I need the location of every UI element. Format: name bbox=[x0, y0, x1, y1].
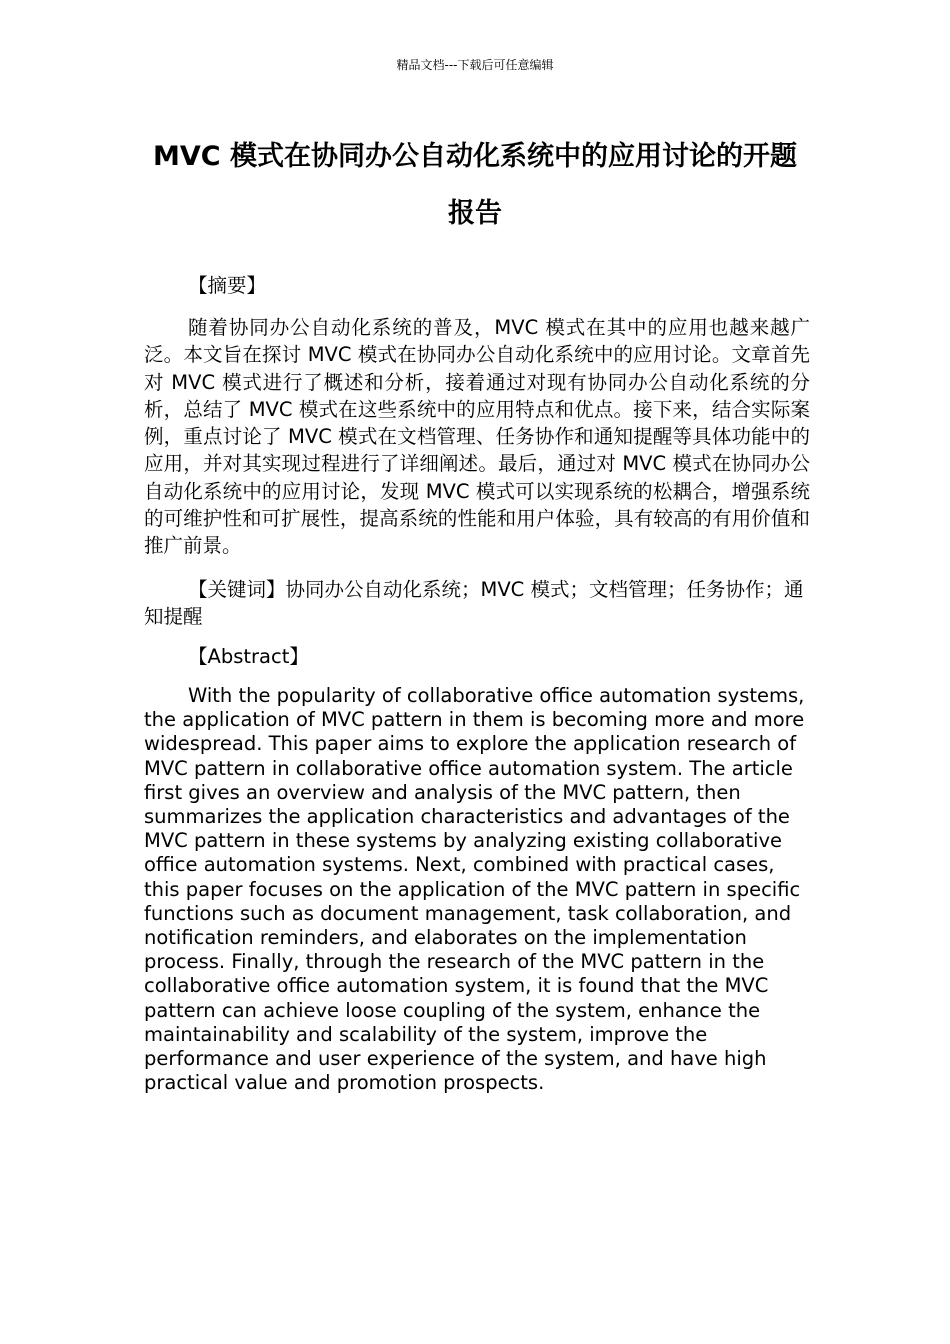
abstract-en-paragraph: With the popularity of collaborative office automation systems, the application of MVC pattern in them is becoming more and more widespread. This paper aims to explore the application research of MVC pattern in collaborative office automation system. The article first gives an overview and analysis of the MVC pattern, then summarizes the application characteristics and advantages of the MVC pattern in these systems by analyzing existing collaborative office automation systems. Next, combined with practical cases, this paper focuses on the application of the MVC pattern in specific functions such as document management, task collaboration, and notification reminders, and elaborates on the implementation process. Finally, through the research of the MVC pattern in the collaborative office automation system, it is found that the MVC pattern can achieve loose coupling of the system, enhance the maintainability and scalability of the system, improve the performance and user experience of the system, and have high practical value and promotion prospects. bbox=[144, 684, 805, 1095]
abstract-en-heading: 【Abstract】 bbox=[188, 645, 309, 668]
abstract-cn-paragraph: 随着协同办公自动化系统的普及，MVC 模式在其中的应用也越来越广泛。本文旨在探讨 MVC 模式在协同办公自动化系统中的应用讨论。文章首先对 MVC 模式进行了概述和分析，接着通过对现有协同办公自动化系统的分析，总结了 MVC 模式在这些系统中的应用特点和优点。接下来，结合实际案例，重点讨论了 MVC 模式在文档管理、任务协作和通知提醒等具体功能中的应用，并对其实现过程进行了详细阐述。最后，通过对 MVC 模式在协同办公自动化系统中的应用讨论，发现 MVC 模式可以实现系统的松耦合，增强系统的可维护性和可扩展性，提高系统的性能和用户体验，具有较高的有用价值和推广前景。 bbox=[144, 316, 810, 558]
keywords-paragraph: 【关键词】协同办公自动化系统；MVC 模式；文档管理；任务协作；通知提醒 bbox=[144, 578, 804, 628]
abstract-cn-heading: 【摘要】 bbox=[188, 274, 267, 297]
document-title: MVC 模式在协同办公自动化系统中的应用讨论的开题报告 bbox=[153, 141, 797, 229]
page-header-note: 精品文档---下载后可任意编辑 bbox=[396, 58, 554, 72]
